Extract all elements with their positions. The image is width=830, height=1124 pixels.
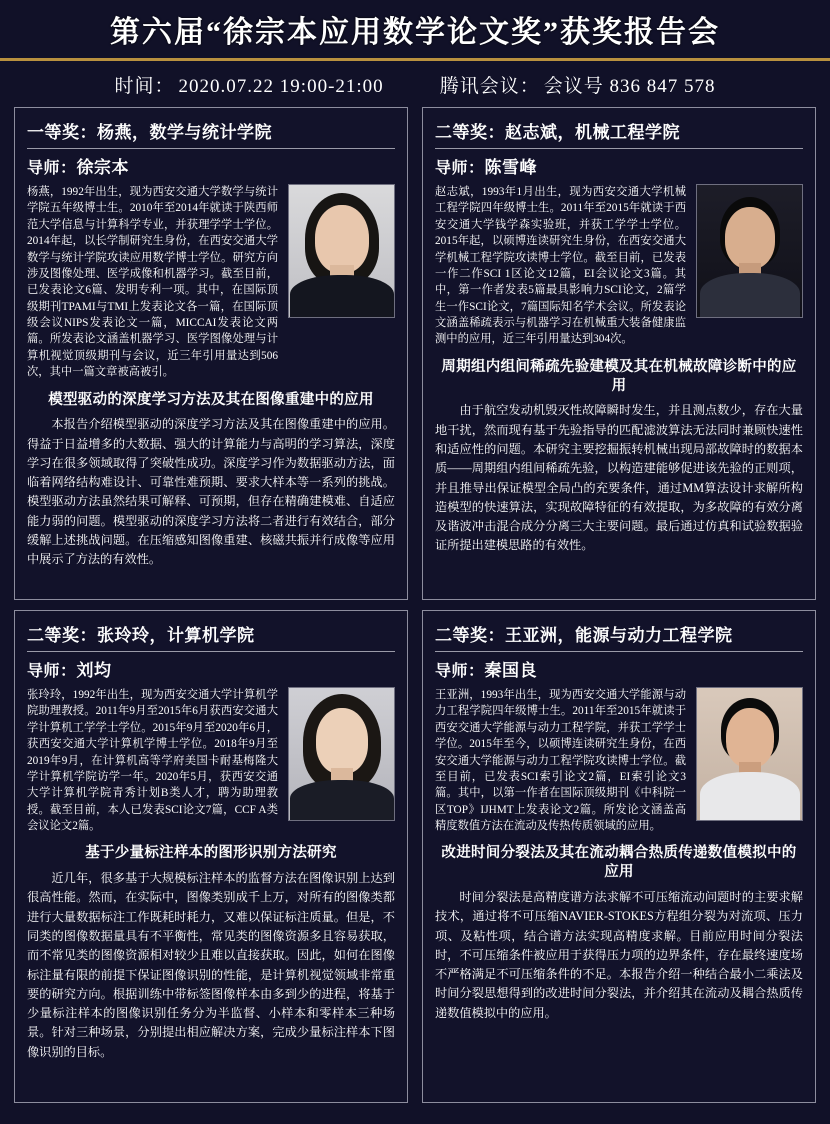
event-meta bbox=[14, 61, 816, 107]
bio-row bbox=[435, 184, 803, 348]
meta-time-label: 时间： bbox=[114, 75, 175, 97]
advisor-label: 导师： bbox=[435, 160, 485, 177]
bio-text: 杨燕，1992年出生，现为西安交通大学数学与统计学院五年级博士生。2010年至2014年就读于陕西师范大学信息与计算科学专业，并获理学学士学位。2014年起，以长学制研究生身份，在西安交通大学数学与统计学院攻读应用数学博士学位。研究方向涉及图像处理、医学成像和机器学习。截至目前，已发表论文6篇、发明专利一项。其中，在国际顶级期刊TPAMI与TMI上发表论文各一篇，在国际顶级会议NIPS发表论文一篇，MICCAI发表论文两篇。所发表论文涵盖机器学习、医学图像处理与计算机视觉顶级期刊与会议，近三年引用量达到506次，其中一篇文章被高被引。 bbox=[27, 186, 278, 379]
portrait-photo bbox=[288, 687, 395, 821]
advisor-line bbox=[435, 656, 803, 681]
bio-row bbox=[27, 184, 395, 381]
advisor-label: 导师： bbox=[435, 663, 485, 680]
portrait-photo bbox=[288, 184, 395, 318]
portrait-photo bbox=[696, 184, 803, 318]
paper-title: 基于少量标注样本的图形识别方法研究 bbox=[85, 845, 337, 862]
poster-header bbox=[0, 0, 830, 61]
award-title: 二等奖：赵志斌，机械工程学院 bbox=[435, 118, 803, 149]
advisor-line bbox=[27, 153, 395, 178]
award-card bbox=[14, 610, 408, 1103]
page-title: 第六届“徐宗本应用数学论文奖”获奖报告会 bbox=[110, 16, 720, 49]
award-title: 一等奖：杨燕，数学与统计学院 bbox=[27, 118, 395, 149]
paper-title: 模型驱动的深度学习方法及其在图像重建中的应用 bbox=[48, 391, 374, 408]
paper-title: 周期组内组间稀疏先验建模及其在机械故障诊断中的应用 bbox=[441, 358, 797, 394]
meta-meeting-value: 会议号 836 847 578 bbox=[543, 75, 716, 97]
paper-abstract: 本报告介绍模型驱动的深度学习方法及其在图像重建中的应用。得益于日益增多的大数据、强大的计算能力与高明的学习算法，深度学习在很多领域取得了突破性成功。深度学习作为数据驱动方法，面临着网络结构难设计、可靠性难预期、要求大样本等一系列的挑战。模型驱动方法虽然结果可解释、可预期，但存在精确建模难、自适应能力弱的问题。模型驱动的深度学习方法将二者进行有效结合，部分缓解上述挑战问题。在压缩感知图像重建、核磁共振并行成像等应用中展示了方法的有效性。 bbox=[27, 417, 395, 567]
award-card bbox=[422, 610, 816, 1103]
paper-title: 改进时间分裂法及其在流动耦合热质传递数值模拟中的应用 bbox=[441, 845, 797, 881]
advisor-label: 导师： bbox=[27, 160, 77, 177]
paper-abstract: 由于航空发动机毁灭性故障瞬时发生，并且测点数少，存在大量地干扰，然而现有基于先验指导的匹配滤波算法无法同时兼顾快速性和适应性的问题。本研究主要挖掘振转机械出现局部故障时的数据本质——周期组内组间稀疏先验，以构造建能够促进该先验的正则项，并且推导出保证模型全局凸的充要条件，通过MM算法设计求解所构造模型的快速算法，实现故障特征的有效提取，为多故障的有效分离及谐波冲击混合成分分离三大主要问题。最后通过仿真和试验数据验证所提出建模思路的有效性。 bbox=[435, 403, 803, 553]
meta-meeting-label: 腾讯会议： bbox=[439, 75, 540, 97]
bio-text: 赵志斌，1993年1月出生，现为西安交通大学机械工程学院四年级博士生。2011年至2015年就读于西安交通大学钱学森实验班，并获工学学士学位。2015年起，以硕博连读研究生身份，在西安交通大学机械工程学院攻读博士学位。截至目前，已发表一作二作SCI 1区论文12篇，EI会议论文3篇。其中，第一作者发表5篇最具影响力SCI论文，2篇学生一作SCI论文，7篇国际知名学术会议。所发表论文涵盖稀疏表示与机器学习在机械重大装备健康监测中的应用，近三年引用量达到304次。 bbox=[435, 186, 686, 346]
advisor-name: 徐宗本 bbox=[76, 158, 130, 177]
award-card bbox=[422, 107, 816, 600]
advisor-name: 刘均 bbox=[76, 661, 112, 680]
advisor-label: 导师： bbox=[27, 663, 77, 680]
meta-time-value: 2020.07.22 19:00-21:00 bbox=[178, 75, 384, 97]
meta-meeting bbox=[440, 71, 716, 98]
bio-row bbox=[27, 687, 395, 834]
meta-time bbox=[115, 71, 384, 98]
paper-abstract: 时间分裂法是高精度谱方法求解不可压缩流动问题时的主要求解技术，通过将不可压缩NAVIER-STOKES方程组分裂为对流项、压力项、及粘性项，结合谱方法实现高精度求解。目前应用时间分裂法时，不可压缩条件被应用于获得压力项的边界条件，存在最终速度场不严格满足不可压缩条件的不足。本报告介绍一种结合最小二乘法及时间分裂思想得到的改进时间分裂法，并介绍其在流动及耦合热质传递数值模拟中的应用。 bbox=[435, 890, 803, 1020]
advisor-name: 秦国良 bbox=[484, 661, 538, 680]
bio-text: 王亚洲，1993年出生，现为西安交通大学能源与动力工程学院四年级博士生。2011年至2015年就读于西安交通大学能源与动力工程学院，并获工学学士学位。2015年至今，以硕博连读研究生身份，在西安交通大学能源与动力工程学院攻读博士学位。截至目前，已发表SCI索引论文2篇，EI索引论文3篇。其中，以第一作者在国际顶级期刊《中科院一区TOP》IJHMT上发表论文2篇。所发论文涵盖高精度数值方法在流动及传热传质领域的应用。 bbox=[435, 689, 686, 832]
award-title: 二等奖：王亚洲，能源与动力工程学院 bbox=[435, 621, 803, 652]
advisor-line bbox=[27, 656, 395, 681]
bio-text: 张玲玲，1992年出生，现为西安交通大学计算机学院助理教授。2011年9月至2015年6月获西安交通大学计算机工学学士学位。2015年9月至2020年6月，获西安交通大学计算机学博士学位。2018年9月至2019年9月，在计算机高等学府美国卡耐基梅隆大学计算机学院访学一年。2020年5月，获西安交通大学计算机学院青秀计划B类人才，聘为助理教授。截至目前，本人已发表SCI论文7篇，CCF A类会议论文2篇。 bbox=[27, 689, 278, 832]
portrait-photo bbox=[696, 687, 803, 821]
award-card bbox=[14, 107, 408, 600]
bio-row bbox=[435, 687, 803, 834]
award-title: 二等奖：张玲玲，计算机学院 bbox=[27, 621, 395, 652]
paper-abstract: 近几年，很多基于大规模标注样本的监督方法在图像识别上达到很高性能。然而，在实际中，图像类别成千上万，对所有的图像类都进行大量数据标注工作既耗时耗力，又难以保证标注质量。但是，不同类的图像数据量具有不平衡性，常见类的图像资源多且容易获取，而不常见类的图像资源相对较少且难以直接获取。因此，如何在图像标注量有限的前提下保证图像识别的性能，是计算机视觉领域非常重要的研究方向。根据训练中带标签图像样本由多到少的进程，将基于少量标注样本的图像识别任务分为半监督、小样本和零样本三种场景。针对三种场景，分别提出相应解决方案，完成少量标注样本下图像识别的目标。 bbox=[27, 871, 395, 1059]
advisor-line bbox=[435, 153, 803, 178]
advisor-name: 陈雪峰 bbox=[484, 158, 538, 177]
award-grid bbox=[14, 107, 816, 1103]
